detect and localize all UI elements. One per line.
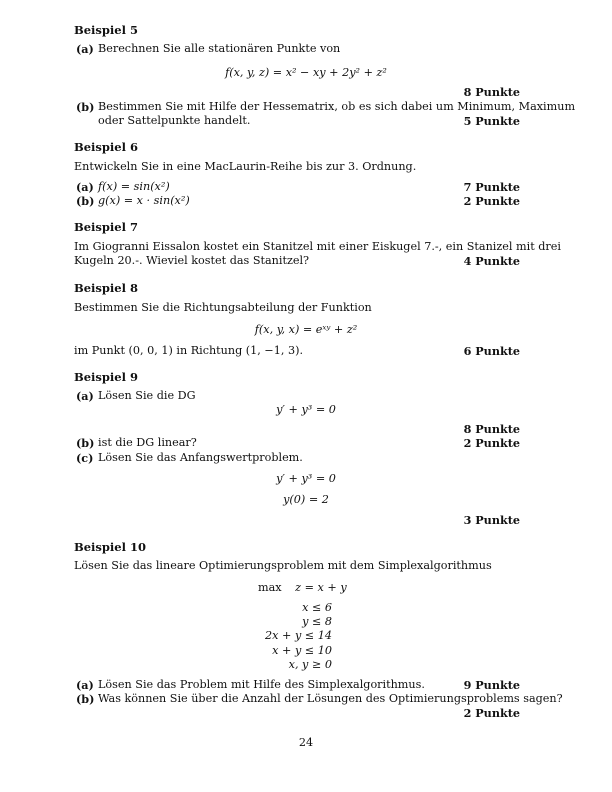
b6-a-label: (a) <box>76 180 94 194</box>
b10-objective-row <box>258 581 347 594</box>
b6-b-formula: g(x) = x · sin(x²) <box>98 194 190 207</box>
b6-intro: Entwickeln Sie in eine MacLaurin-Reihe bis zur 3. Ordnung. <box>74 160 417 173</box>
b5-b-text-line1: Bestimmen Sie mit Hilfe der Hessematrix, ob es sich dabei um Minimum, Maximum <box>98 100 576 113</box>
b9-b-label: (b) <box>76 436 95 450</box>
b5-a-formula: f(x, y, z) = x² − xy + 2y² + z² <box>225 66 387 79</box>
b5-b-text-line2: oder Sattelpunkte handelt. <box>98 114 251 127</box>
b8-points: 6 Punkte <box>463 344 520 358</box>
b7-text-line2: Kugeln 20.-. Wieviel kostet das Stanitzel? <box>74 254 310 267</box>
page-number: 24 <box>298 736 314 749</box>
b9-b-points: 2 Punkte <box>463 436 520 450</box>
b9-heading: Beispiel 9 <box>74 370 138 384</box>
b8-text: Bestimmen Sie die Richtungsabteilung der Funktion <box>74 301 372 314</box>
b10-constraint: x ≤ 6 <box>302 601 332 614</box>
b9-c-formula2: y(0) = 2 <box>283 493 329 506</box>
b10-constraint: y ≤ 8 <box>302 615 332 628</box>
b10-max-keyword: max <box>258 581 282 594</box>
b5-b-label: (b) <box>76 100 95 114</box>
b9-a-label: (a) <box>76 389 94 403</box>
b10-b-label: (b) <box>76 692 95 706</box>
b8-text-line2: im Punkt (0, 0, 1) in Richtung (1, −1, 3). <box>74 344 304 357</box>
b5-heading: Beispiel 5 <box>74 23 138 37</box>
b7-points: 4 Punkte <box>463 254 520 268</box>
b7-text-line1: Im Giogranni Eissalon kostet ein Stanitzel mit einer Eiskugel 7.-, ein Stanizel mit drei <box>74 240 561 253</box>
b5-a-points: 8 Punkte <box>463 85 520 99</box>
b10-constraint: 2x + y ≤ 14 <box>265 629 332 642</box>
b10-a-label: (a) <box>76 678 94 692</box>
b8-formula: f(x, y, x) = eˣʸ + z² <box>254 323 358 336</box>
b10-a-points: 9 Punkte <box>463 678 520 692</box>
b9-a-points: 8 Punkte <box>463 422 520 436</box>
b9-c-points: 3 Punkte <box>463 513 520 527</box>
b9-a-text: Lösen Sie die DG <box>98 389 196 402</box>
b5-a-text: Berechnen Sie alle stationären Punkte von <box>98 42 341 55</box>
b5-a-label: (a) <box>76 42 94 56</box>
b7-heading: Beispiel 7 <box>74 220 138 234</box>
b10-intro: Lösen Sie das lineare Optimierungsproblem mit dem Simplexalgorithmus <box>74 559 492 572</box>
b9-b-text: ist die DG linear? <box>98 436 197 449</box>
b9-a-formula: y′ + y³ = 0 <box>276 403 336 416</box>
b10-a-text: Lösen Sie das Problem mit Hilfe des Simplexalgorithmus. <box>98 678 425 691</box>
b10-objective: z = x + y <box>295 581 347 594</box>
b10-constraint: x + y ≤ 10 <box>272 644 332 657</box>
b10-b-text: Was können Sie über die Anzahl der Lösungen des Optimierungsproblems sagen? <box>98 692 563 705</box>
b10-constraint: x, y ≥ 0 <box>288 658 332 671</box>
b6-a-formula: f(x) = sin(x²) <box>98 180 170 193</box>
b6-heading: Beispiel 6 <box>74 140 138 154</box>
b9-c-text: Lösen Sie das Anfangswertproblem. <box>98 451 303 464</box>
b6-a-points: 7 Punkte <box>463 180 520 194</box>
b6-b-label: (b) <box>76 194 95 208</box>
b5-b-points: 5 Punkte <box>463 114 520 128</box>
b6-b-points: 2 Punkte <box>463 194 520 208</box>
b10-b-points: 2 Punkte <box>463 706 520 720</box>
b10-heading: Beispiel 10 <box>74 540 146 554</box>
b9-c-formula1: y′ + y³ = 0 <box>276 472 336 485</box>
b8-heading: Beispiel 8 <box>74 281 138 295</box>
b9-c-label: (c) <box>76 451 94 465</box>
